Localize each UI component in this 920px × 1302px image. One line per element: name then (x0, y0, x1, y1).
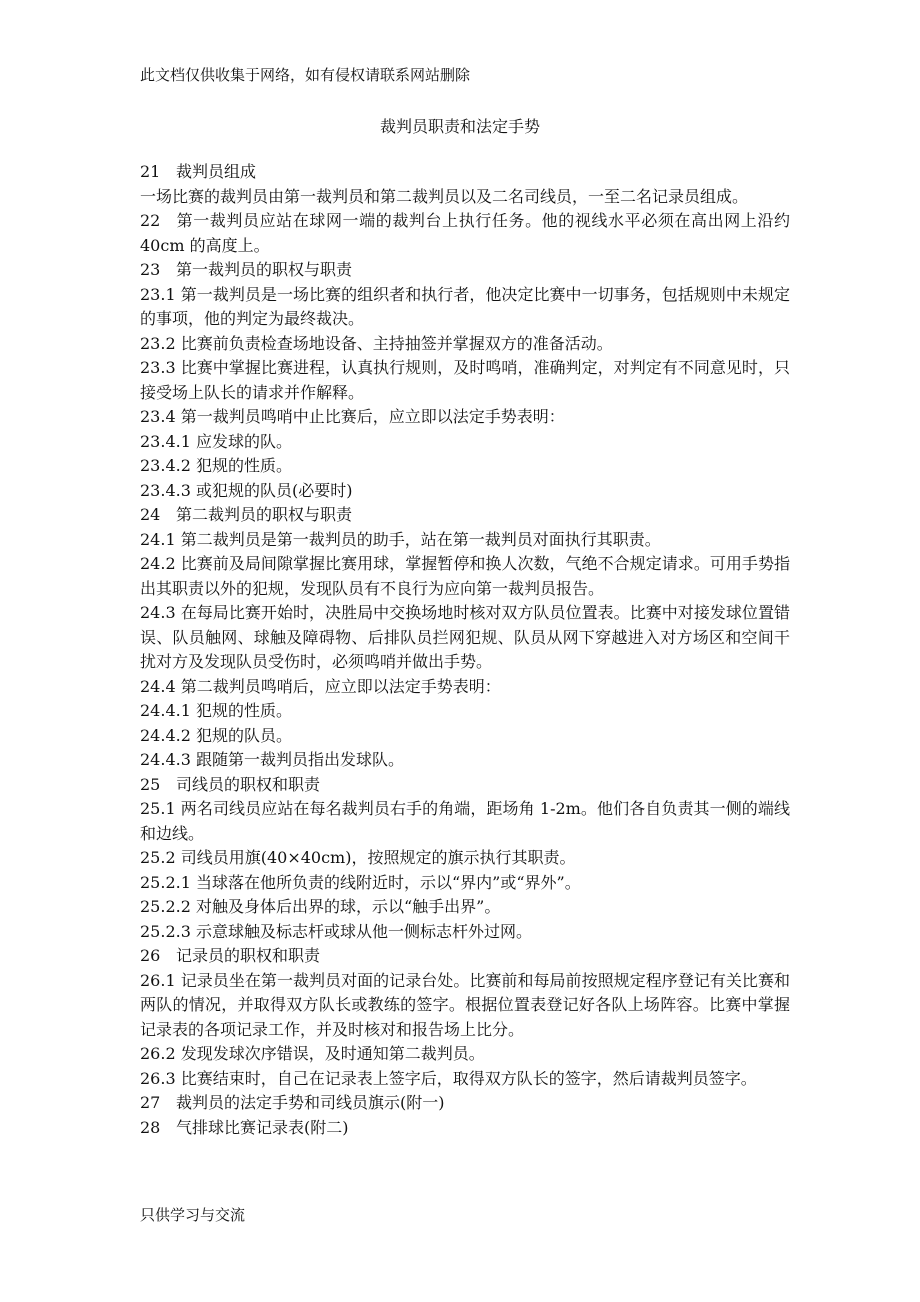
section-number: 22 (140, 211, 161, 230)
paragraph (140, 1116, 790, 1141)
paragraph-text: 23.4.2 犯规的性质。 (140, 456, 292, 475)
section-number: 26 (140, 946, 161, 965)
document-title: 裁判员职责和法定手势 (379, 117, 540, 136)
paragraph (140, 160, 790, 185)
paragraph (140, 699, 790, 724)
paragraph-text: 25.2 司线员用旗(40×40cm)，按照规定的旗示执行其职责。 (140, 848, 576, 867)
paragraph-text: 第一裁判员应站在球网一端的裁判台上执行任务。他的视线水平必须在高出网上沿约 40cm 的高度上。 (140, 211, 790, 255)
paragraph-text: 记录员的职权和职责 (176, 946, 321, 965)
paragraph (140, 528, 790, 553)
paragraph (140, 895, 790, 920)
paragraph (140, 797, 790, 846)
paragraph-text: 24.4.3 跟随第一裁判员指出发球队。 (140, 750, 404, 769)
document-body (140, 160, 790, 1140)
paragraph-text: 23.3 比赛中掌握比赛进程，认真执行规则，及时鸣哨，准确判定，对判定有不同意见时，只接受场上队长的请求并作解释。 (140, 358, 790, 402)
paragraph (140, 920, 790, 945)
paragraph-text: 23.4 第一裁判员鸣哨中止比赛后，应立即以法定手势表明： (140, 407, 565, 426)
paragraph (140, 773, 790, 798)
paragraph (140, 1067, 790, 1092)
paragraph (140, 944, 790, 969)
paragraph-text: 23.2 比赛前负责检查场地设备、主持抽签并掌握双方的准备活动。 (140, 333, 613, 353)
paragraph (140, 871, 790, 896)
paragraph (140, 258, 790, 283)
paragraph-text: 24.3 在每局比赛开始时，决胜局中交换场地时核对双方队员位置表。比赛中对接发球位置错误、队员触网、球触及障碍物、后排队员拦网犯规、队员从网下穿越进入对方场区和空间干扰对方及发现队员受伤时，必须鸣哨并做出手势。 (140, 603, 790, 671)
paragraph-text: 23.4.1 应发球的队。 (140, 431, 292, 451)
paragraph (140, 185, 790, 210)
paragraph (140, 356, 790, 405)
paragraph-text: 26.3 比赛结束时，自己在记录表上签字后，取得双方队长的签字，然后请裁判员签字。 (140, 1068, 757, 1088)
paragraph (140, 405, 790, 430)
section-number: 25 (140, 774, 161, 794)
paragraph (140, 209, 790, 258)
paragraph-text: 司线员的职权和职责 (176, 774, 321, 794)
paragraph (140, 969, 790, 1043)
paragraph-text: 25.2.2 对触及身体后出界的球，示以“触手出界”。 (140, 897, 501, 916)
paragraph-text: 第一裁判员的职权与职责 (176, 260, 353, 279)
paragraph-text: 23.4.3 或犯规的队员(必要时) (140, 480, 353, 500)
paragraph (140, 601, 790, 675)
section-number: 28 (140, 1117, 161, 1137)
paragraph-text: 24.4 第二裁判员鸣哨后，应立即以法定手势表明： (140, 676, 501, 696)
paragraph (140, 1042, 790, 1067)
paragraph-text: 25.2.1 当球落在他所负责的线附近时，示以“界内”或“界外”。 (140, 872, 581, 892)
paragraph-text: 25.2.3 示意球触及标志杆或球从他一侧标志杆外过网。 (140, 921, 532, 941)
paragraph (140, 675, 790, 700)
paragraph (140, 846, 790, 871)
paragraph-text: 25.1 两名司线员应站在每名裁判员右手的角端，距场角 1-2m。他们各自负责其一侧的端线和边线。 (140, 799, 790, 843)
paragraph-text: 裁判员组成 (176, 162, 257, 181)
paragraph-text: 一场比赛的裁判员由第一裁判员和第二裁判员以及二名司线员，一至二名记录员组成。 (140, 186, 749, 206)
paragraph-text: 气排球比赛记录表(附二) (176, 1117, 349, 1137)
paragraph-text: 24.4.1 犯规的性质。 (140, 701, 292, 720)
paragraph (140, 724, 790, 749)
paragraph-text: 24.4.2 犯规的队员。 (140, 725, 292, 745)
paragraph-text: 24.1 第二裁判员是第一裁判员的助手，站在第一裁判员对面执行其职责。 (140, 529, 661, 549)
paragraph (140, 479, 790, 504)
paragraph (140, 748, 790, 773)
paragraph-text: 24.2 比赛前及局间隙掌握比赛用球，掌握暂停和换人次数，气绝不合规定请求。可用手势指出其职责以外的犯规，发现队员有不良行为应向第一裁判员报告。 (140, 554, 790, 598)
section-number: 24 (140, 505, 161, 524)
paragraph (140, 503, 790, 528)
paragraph-text: 26.2 发现发球次序错误，及时通知第二裁判员。 (140, 1044, 485, 1063)
paragraph-text: 裁判员的法定手势和司线员旗示(附一) (176, 1093, 445, 1112)
paragraph (140, 552, 790, 601)
paragraph-text: 23.1 第一裁判员是一场比赛的组织者和执行者，他决定比赛中一切事务，包括规则中未规定的事项，他的判定为最终裁决。 (140, 284, 790, 328)
paragraph (140, 283, 790, 332)
paragraph (140, 454, 790, 479)
paragraph (140, 1091, 790, 1116)
header-disclaimer: 此文档仅供收集于网络，如有侵权请联系网站删除 (140, 66, 471, 84)
paragraph-text: 第二裁判员的职权与职责 (176, 505, 353, 524)
section-number: 23 (140, 260, 161, 279)
paragraph (140, 332, 790, 357)
footer-note: 只供学习与交流 (140, 1206, 246, 1224)
paragraph (140, 430, 790, 455)
section-number: 27 (140, 1093, 161, 1112)
section-number: 21 (140, 162, 161, 181)
paragraph-text: 26.1 记录员坐在第一裁判员对面的记录台处。比赛前和每局前按照规定程序登记有关比赛和两队的情况，并取得双方队长或教练的签字。根据位置表登记好各队上场阵容。比赛中掌握记录表的各项记录工作，并及时核对和报告场上比分。 (140, 970, 790, 1039)
